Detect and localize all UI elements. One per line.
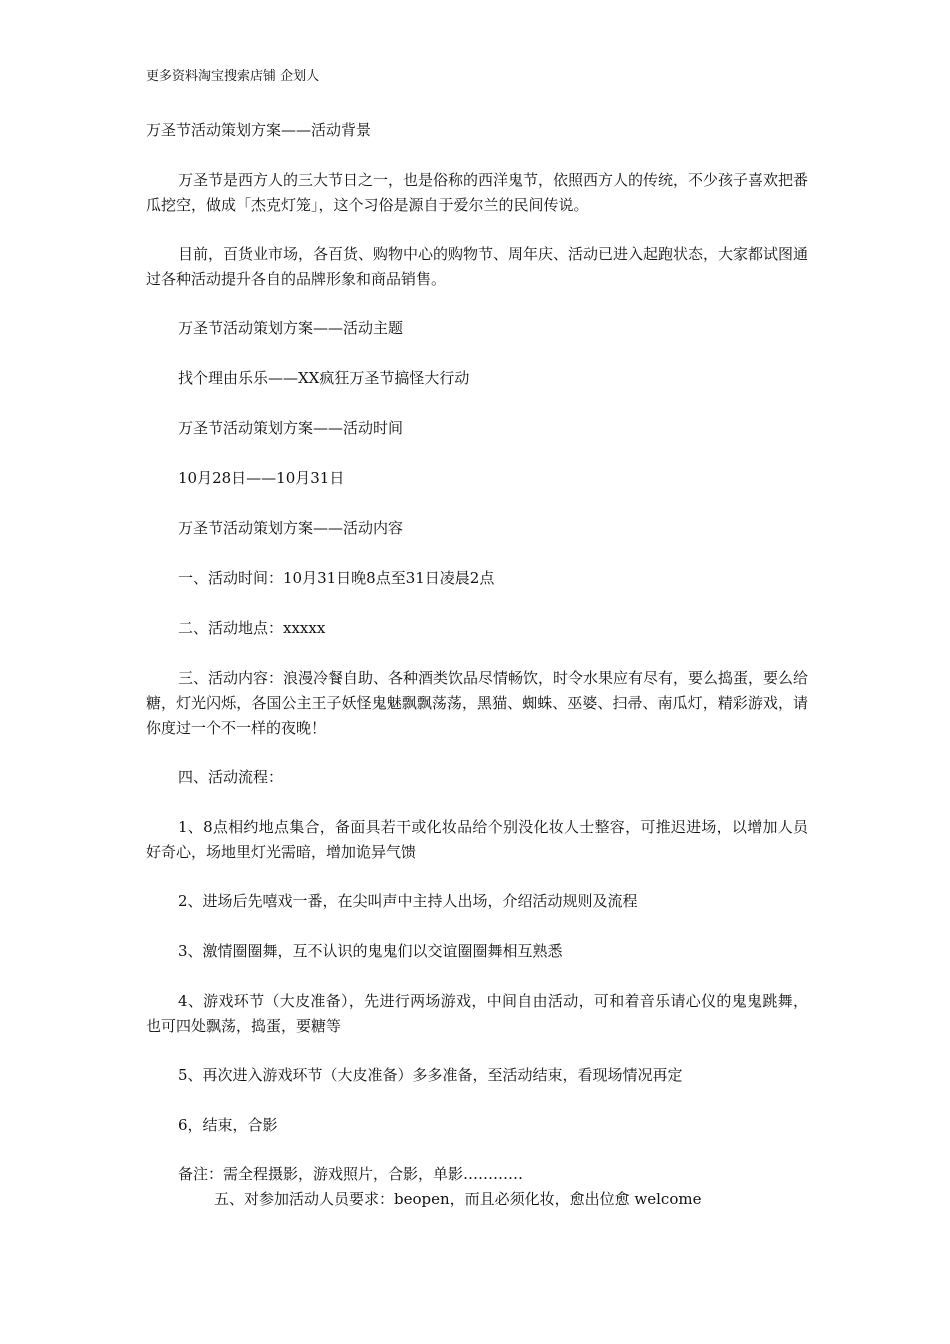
remark-note: 备注：需全程摄影，游戏照片，合影，单影…………	[178, 1165, 524, 1183]
process-step-4: 4、游戏环节（大皮准备），先进行两场游戏，中间自由活动，可和着音乐请心仪的鬼鬼跳舞，也可四处飘荡，捣蛋，要糖等	[146, 992, 808, 1035]
process-step-5: 5、再次进入游戏环节（大皮准备）多多准备，至活动结束，看现场情况再定	[178, 1066, 683, 1084]
time-text: 10月28日——10月31日	[178, 469, 345, 487]
section-heading-theme: 万圣节活动策划方案——活动主题	[178, 319, 404, 337]
item-activity-process: 四、活动流程：	[178, 768, 284, 786]
process-step-6: 6，结束，合影	[178, 1116, 278, 1134]
paragraph-background-1: 万圣节是西方人的三大节日之一，也是俗称的西洋鬼节，依照西方人的传统，不少孩子喜欢把番瓜挖空，做成「杰克灯笼」，这个习俗是源自于爱尔兰的民间传说。	[146, 171, 809, 214]
process-step-1: 1、8点相约地点集合，备面具若干或化妆品给个别没化妆人士整容，可推迟进场，以增加人员好奇心，场地里灯光需暗，增加诡异气馈	[146, 818, 808, 861]
section-heading-time: 万圣节活动策划方案——活动时间	[178, 419, 404, 437]
section-heading-content: 万圣节活动策划方案——活动内容	[178, 519, 404, 537]
section-heading-background: 万圣节活动策划方案——活动背景	[146, 121, 372, 139]
item-activity-time: 一、活动时间：10月31日晚8点至31日凌晨2点	[178, 569, 495, 587]
theme-text: 找个理由乐乐——XX疯狂万圣节搞怪大行动	[178, 369, 470, 387]
process-step-3: 3、激情圈圈舞，互不认识的鬼鬼们以交谊圈圈舞相互熟悉	[178, 942, 563, 960]
header-note: 更多资料淘宝搜索店铺 企划人	[146, 69, 320, 84]
item-activity-content: 三、活动内容：浪漫冷餐自助、各种酒类饮品尽情畅饮，时令水果应有尽有，要么捣蛋，要么给糖，灯光闪烁，各国公主王子妖怪鬼魅飘飘荡荡，黑猫、蜘蛛、巫婆、扫帚、南瓜灯，精彩游戏，请你度过一个不一样的夜晚！	[146, 669, 809, 737]
paragraph-background-2: 目前，百货业市场，各百货、购物中心的购物节、周年庆、活动已进入起跑状态，大家都试图通过各种活动提升各自的品牌形象和商品销售。	[146, 245, 809, 288]
item-participant-requirements: 五、对参加活动人员要求：beopen，而且必须化妆，愈出位愈 welcome	[214, 1190, 702, 1208]
process-step-2: 2、进场后先嘻戏一番，在尖叫声中主持人出场，介绍活动规则及流程	[178, 892, 638, 910]
item-activity-location: 二、活动地点：xxxxx	[178, 619, 326, 637]
